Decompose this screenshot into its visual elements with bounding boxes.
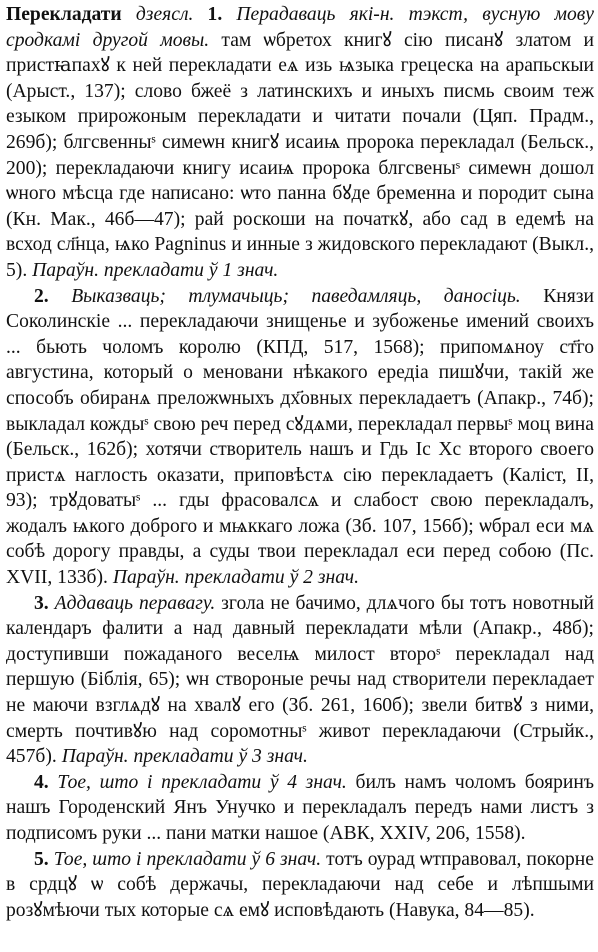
sense-3-definition: Аддаваць перавагу. [54, 592, 216, 614]
sense-5-text: тотъ оурад ѡтправовал, покорне в срдцꙋ ѡ собѣ держачы, перекладаючи над себе и лѣпшыми розꙋмѣючи тых которые сѧ емꙋ исповѣдають (Навука, 84—85). [6, 848, 594, 921]
sense-4-paragraph [6, 770, 594, 847]
sense-2-paragraph [6, 284, 594, 591]
sense-3-text: згола не бачимо, длѧчого бы тотъ новотный календаръ фалити а над давный перекладати мѣли (Апакр., 48б); доступивши пожаданого веселѩ милост второˢ перекладал над першую (Біблія, 65); ѡн створоные речы над створители перекладает не маючи взглѧдꙋ на хвалꙋ его (Зб. 261, 160б); звели битвꙋ з ними, смерть почтивꙋю над соромотныˢ живот перекладаючи (Стрыйк., 457б). [6, 592, 594, 768]
sense-2-definition: Выказваць; тлумачыць; паведамляць, даносіць. [71, 285, 521, 307]
part-of-speech: дзеясл. [135, 4, 194, 25]
sense-4-text: билъ намъ чоломъ бояринъ нашъ Городенский Янъ Унучко и перекладалъ передъ нами листъ з подписомъ руки ... пани матки нашое (АВК, XXIV, 206, 1558). [6, 771, 594, 844]
sense-1-text: там ѡбретох книгꙋ сію писанꙋ златом и пристꙗпахꙋ к ней перекладати еѧ изь ѩзыка грецеска на арапьскыи (Арыст., 137); слово бжеё з латинскихъ и иныхъ писмь своим теж езыком прирожоным перекладати и читати почали (Цяп. Прадм., 269б); блгсвенныˢ симеѡн книгꙋ исаиѩ пророка перекладал (Бельск., 200); перекладаючи книгу исаиѩ пророка блгсвеныˢ симеѡн дошол ѡного мѣсца где написано: ѡто панна бꙋде бременна и породит сына (Кн. Мак., 46б—47); рай роскоши на початкꙋ, або сад в едемѣ на всход сл҃нца, ѩко Pagninus и инные з жидовского перекладают (Выкл., 5). [6, 29, 594, 281]
sense-1-compare-label: Параўн. [32, 259, 99, 281]
sense-3-compare-label: Параўн. [61, 746, 129, 768]
sense-1-number: 1. [207, 4, 223, 25]
sense-4-number: 4. [34, 771, 49, 793]
sense-1-definition: Перадаваць які-н. тэкст, вусную мову сродкамі другой мовы. [6, 4, 594, 51]
sense-3-compare-ref: прекладати ў 3 знач. [128, 746, 308, 768]
headword: Перекладати [6, 4, 122, 25]
sense-1-compare-ref: прекладати ў 1 знач. [99, 259, 279, 281]
sense-2-compare-label: Параўн. [112, 567, 180, 589]
sense-1-paragraph [6, 2, 594, 284]
sense-5-definition: Тое, што і прекладати ў 6 знач. [53, 848, 322, 870]
sense-5-number: 5. [34, 848, 49, 870]
sense-2-number: 2. [34, 285, 49, 307]
sense-2-compare-ref: прекладати ў 2 знач. [179, 567, 360, 589]
sense-2-text: Князи Соколинскіе ... перекладаючи знищенье и зубоженье имений своихъ ... бьють чоломъ королю (КПД, 517, 1568); припомѧноу ст҃го августина, который о меновани нѣкакого ередіа пишꙋчи, такій же способъ обиранѧ преложѡныхъ дх҃овных перекладаетъ (Апакр., 74б); выкладал кождыˢ свою реч перед сꙋдѧми, перекладал первыˢ моц вина (Бельск., 162б); хотячи створитель нашъ и Гдь Іс Хс второго своего пристѧ наглость оказати, приповѣстѧ сію перекладаетъ (Каліст, II, 93); трꙋдоватыˢ ... гды фрасовалсѧ и слабост свою перекладалъ, жодалъ ѩкого доброго и мѩккаго ложа (Зб. 107, 156б); ѡбрал еси мѧ собѣ дорогу правды, а суды твои перекладал еси перед собою (Пс. XVII, 133б). [6, 285, 594, 589]
sense-5-paragraph [6, 847, 594, 924]
sense-3-number: 3. [34, 592, 49, 614]
sense-4-definition: Тое, што і прекладати ў 4 знач. [57, 771, 347, 793]
sense-3-paragraph [6, 591, 594, 770]
